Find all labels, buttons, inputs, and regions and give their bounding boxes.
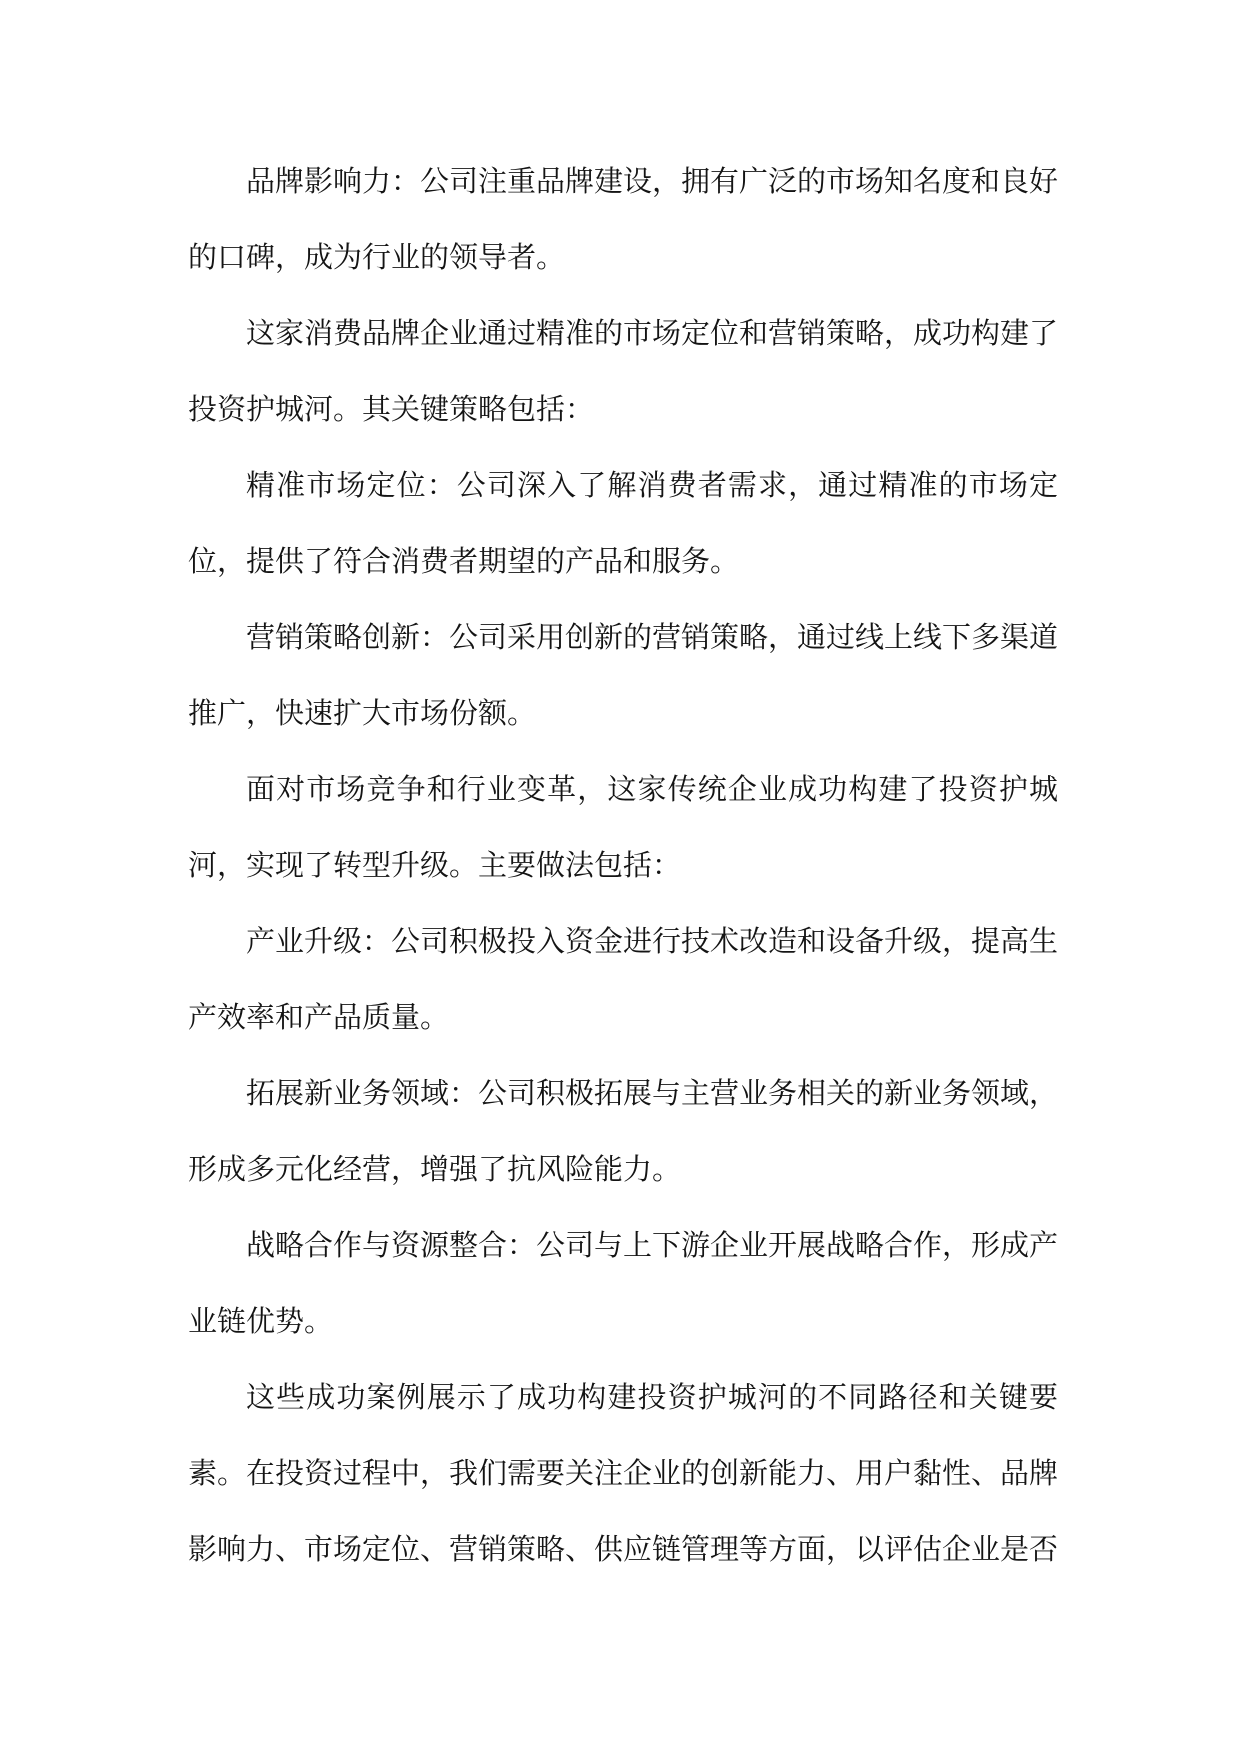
paragraph-precise-positioning: 精准市场定位：公司深入了解消费者需求，通过精准的市场定位，提供了符合消费者期望的产品和服务。 — [188, 468, 1058, 578]
paragraph-industry-upgrade: 产业升级：公司积极投入资金进行技术改造和设备升级，提高生产效率和产品质量。 — [188, 924, 1059, 1034]
paragraph-consumer-brand-moat: 这家消费品牌企业通过精准的市场定位和营销策略，成功构建了投资护城河。其关键策略包括： — [188, 316, 1059, 426]
body-text — [188, 143, 1058, 1587]
paragraph-traditional-transformation: 面对市场竞争和行业变革，这家传统企业成功构建了投资护城河，实现了转型升级。主要做法包括： — [188, 772, 1058, 882]
paragraph-strategic-cooperation: 战略合作与资源整合：公司与上下游企业开展战略合作，形成产业链优势。 — [188, 1228, 1059, 1338]
paragraph-brand-influence: 品牌影响力：公司注重品牌建设，拥有广泛的市场知名度和良好的口碑，成为行业的领导者。 — [188, 164, 1059, 274]
paragraph-new-business: 拓展新业务领域：公司积极拓展与主营业务相关的新业务领域，形成多元化经营，增强了抗风险能力。 — [188, 1076, 1059, 1186]
paragraph-summary: 这些成功案例展示了成功构建投资护城河的不同路径和关键要素。在投资过程中，我们需要关注企业的创新能力、用户黏性、品牌影响力、市场定位、营销策略、供应链管理等方面，以评估企业是否 — [188, 1380, 1059, 1566]
paragraph-marketing-innovation: 营销策略创新：公司采用创新的营销策略，通过线上线下多渠道推广，快速扩大市场份额。 — [188, 620, 1059, 730]
